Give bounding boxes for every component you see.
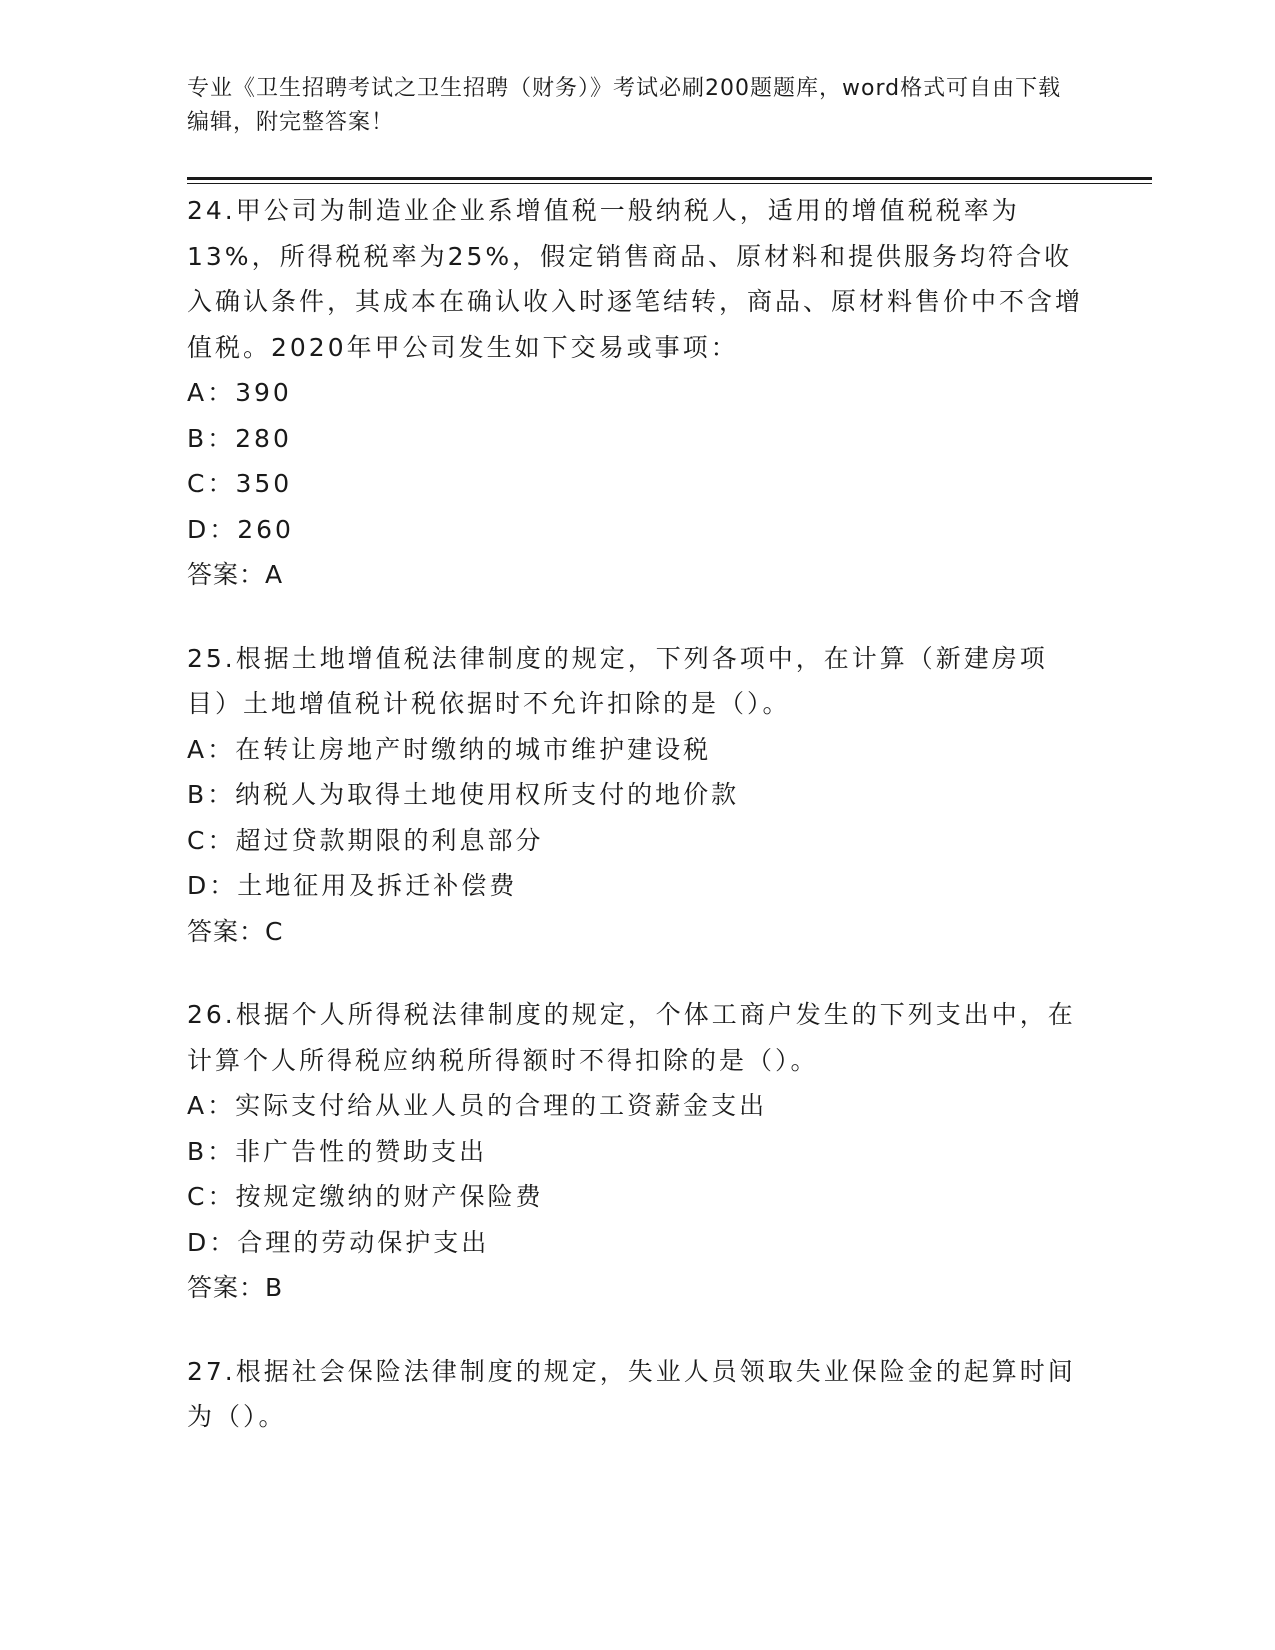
question-24: [187, 188, 1087, 598]
answer: 答案：A: [187, 560, 284, 589]
option-b: B：非广告性的赞助支出: [187, 1136, 488, 1166]
question-stem: 26.根据个人所得税法律制度的规定，个体工商户发生的下列支出中，在计算个人所得税应纳税所得额时不得扣除的是（）。: [187, 1000, 1076, 1075]
question-stem: 24.甲公司为制造业企业系增值税一般纳税人，适用的增值税税率为13%，所得税税率为25%，假定销售商品、原材料和提供服务均符合收入确认条件，其成本在确认收入时逐笔结转，商品、原材料售价中不含增值税。2020年甲公司发生如下交易或事项：: [187, 196, 1084, 362]
option-c: C：按规定缴纳的财产保险费: [187, 1182, 544, 1211]
question-26: [187, 992, 1087, 1311]
option-b: B：280: [187, 423, 292, 453]
option-a: A：在转让房地产时缴纳的城市维护建设税: [187, 734, 712, 764]
answer: 答案：B: [187, 1273, 284, 1302]
option-a: A：390: [187, 378, 292, 407]
question-list: [187, 188, 1087, 1478]
option-c: C：350: [187, 469, 293, 498]
option-c: C：超过贷款期限的利息部分: [187, 825, 544, 855]
header-divider-thin: [187, 183, 1152, 184]
question-stem: 27.根据社会保险法律制度的规定，失业人员领取失业保险金的起算时间为（）。: [187, 1356, 1076, 1431]
question-25: [187, 636, 1087, 955]
question-stem: 25.根据土地增值税法律制度的规定，下列各项中，在计算（新建房项目）土地增值税计税依据时不允许扣除的是（）。: [187, 643, 1048, 718]
question-27: [187, 1349, 1087, 1440]
option-a: A：实际支付给从业人员的合理的工资薪金支出: [187, 1091, 768, 1120]
document-header: 专业《卫生招聘考试之卫生招聘（财务）》考试必刷200题题库，word格式可自由下载编辑，附完整答案！: [187, 76, 1062, 135]
header-divider-thick: [187, 177, 1152, 180]
answer: 答案：C: [187, 916, 284, 946]
option-d: D：土地征用及拆迁补偿费: [187, 871, 518, 900]
option-b: B：纳税人为取得土地使用权所支付的地价款: [187, 780, 740, 809]
option-d: D：260: [187, 514, 294, 544]
option-d: D：合理的劳动保护支出: [187, 1227, 490, 1257]
